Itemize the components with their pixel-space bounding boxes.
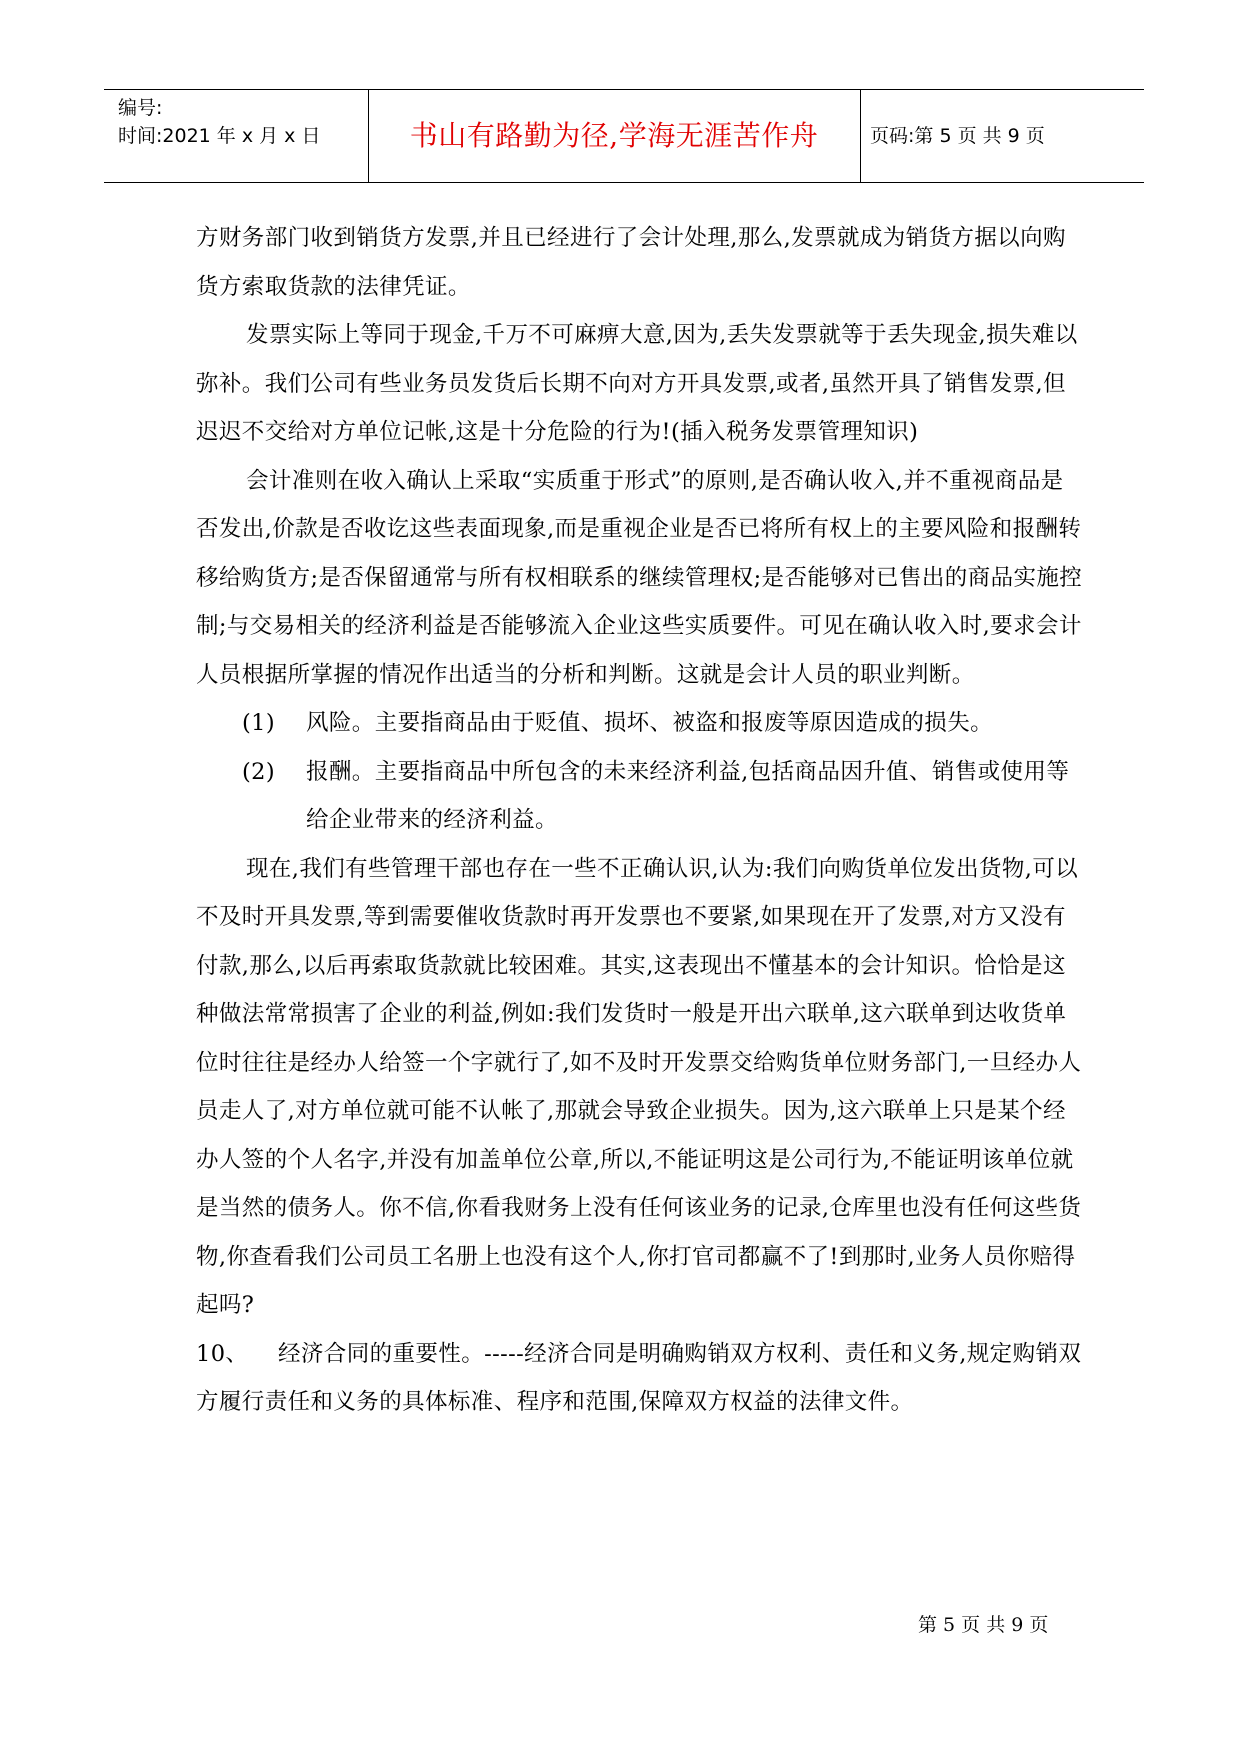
list-item-10: [196, 1330, 1086, 1427]
header-meta: [118, 94, 368, 150]
list-item-1-text: 风险。主要指商品由于贬值、损坏、被盗和报废等原因造成的损失。: [306, 710, 994, 736]
list-item-10-label: 10、: [196, 1340, 249, 1367]
paragraph-4: 现在,我们有些管理干部也存在一些不正确认识,认为:我们向购货单位发出货物,可以不及时开具发票,等到需要催收货款时再开发票也不要紧,如果现在开了发票,对方又没有付款,那么,以后再索取货款就比较困难。其实,这表现出不懂基本的会计知识。恰恰是这种做法常常损害了企业的利益,例如:我们发货时一般是开出六联单,这六联单到达收货单位时往往是经办人给签一个字就行了,如不及时开发票交给购货单位财务部门,一旦经办人员走人了,对方单位就可能不认帐了,那就会导致企业损失。因为,这六联单上只是某个经办人签的个人名字,并没有加盖单位公章,所以,不能证明这是公司行为,不能证明该单位就是当然的债务人。你不信,你看我财务上没有任何该业务的记录,仓库里也没有任何这些货物,你查看我们公司员工名册上也没有这个人,你打官司都赢不了!到那时,业务人员你赔得起吗?: [196, 855, 1082, 1318]
list-item-2-text: 报酬。主要指商品中所包含的未来经济利益,包括商品因升值、销售或使用等给企业带来的经济利益。: [306, 758, 1070, 833]
header-page-label: 页码:第 5 页 共 9 页: [870, 125, 1045, 147]
code-label: 编号:: [118, 97, 163, 119]
list-item-10-text: 经济合同的重要性。-----经济合同是明确购销双方权利、责任和义务,规定购销双方履行责任和义务的具体标准、程序和范围,保障双方权益的法律文件。: [196, 1340, 1082, 1415]
paragraph-1: 方财务部门收到销货方发票,并且已经进行了会计处理,那么,发票就成为销货方据以向购货方索取货款的法律凭证。: [196, 225, 1066, 300]
list-item-1-label: (1): [242, 710, 276, 736]
header-motto: 书山有路勤为径,学海无涯苦作舟: [409, 119, 819, 152]
time-label: 时间:2021 年 x 月 x 日: [118, 125, 321, 147]
paragraph-3: 会计准则在收入确认上采取“实质重于形式”的原则,是否确认收入,并不重视商品是否发出,价款是否收讫这些表面现象,而是重视企业是否已将所有权上的主要风险和报酬转移给购货方;是否保留通常与所有权相联系的继续管理权;是否能够对已售出的商品实施控制;与交易相关的经济利益是否能够流入企业这些实质要件。可见在确认收入时,要求会计人员根据所掌握的情况作出适当的分析和判断。这就是会计人员的职业判断。: [196, 467, 1083, 688]
list-item-2-label: (2): [242, 758, 276, 785]
page-header: [104, 89, 1144, 183]
document-body: [196, 214, 1086, 1427]
list-item-2: [196, 748, 1086, 845]
header-divider-right: [860, 90, 861, 182]
list-item-1: [196, 699, 1086, 748]
page-footer: 第 5 页 共 9 页: [918, 1614, 1049, 1636]
paragraph-2: 发票实际上等同于现金,千万不可麻痹大意,因为,丢失发票就等于丢失现金,损失难以弥补。我们公司有些业务员发货后长期不向对方开具发票,或者,虽然开具了销售发票,但迟迟不交给对方单位记帐,这是十分危险的行为!(插入税务发票管理知识): [196, 322, 1078, 445]
